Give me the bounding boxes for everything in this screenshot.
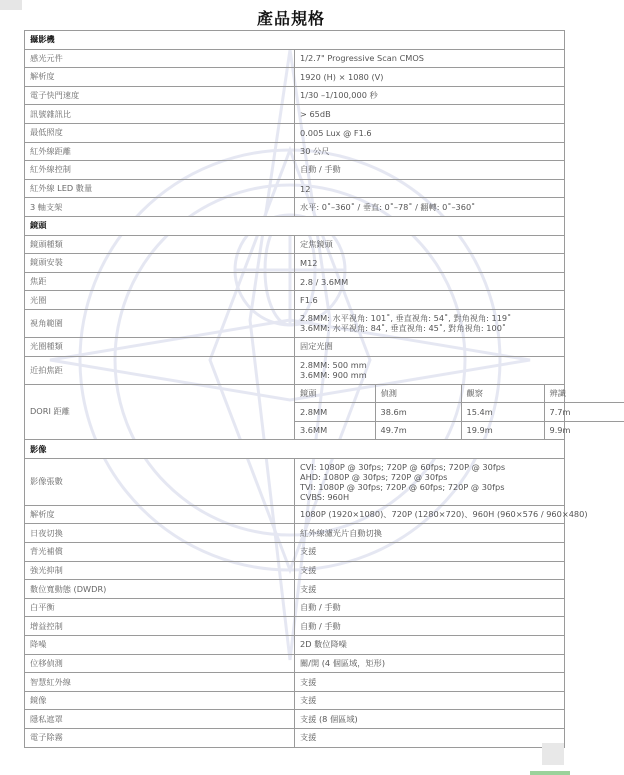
- dori-subtable: [295, 385, 624, 440]
- spec-value-multiline: [295, 356, 565, 384]
- dori-cell: 9.9m: [544, 421, 624, 439]
- spec-value: 關/開 (4 個區域，矩形): [295, 654, 565, 673]
- section-title: 鏡頭: [25, 216, 565, 235]
- spec-label: 視角範圍: [25, 309, 295, 337]
- spec-value: 30 公尺: [295, 142, 565, 161]
- spec-label: 電子除霧: [25, 729, 295, 748]
- dori-cell: 7.7m: [544, 403, 624, 422]
- spec-value: 自動 / 手動: [295, 161, 565, 180]
- spec-value: 2.8 / 3.6MM: [295, 272, 565, 291]
- focus-line: 3.6MM: 900 mm: [300, 370, 367, 380]
- spec-row: [25, 254, 565, 273]
- spec-value-multiline: [295, 458, 565, 505]
- spec-value: 1/30 –1/100,000 秒: [295, 86, 565, 105]
- spec-label: 焦距: [25, 272, 295, 291]
- focus-line: 2.8MM: 500 mm: [300, 360, 367, 370]
- spec-label: 紅外線控制: [25, 161, 295, 180]
- spec-row: [25, 291, 565, 310]
- spec-table: [24, 30, 588, 748]
- dori-header-row: [295, 385, 624, 403]
- spec-label: 電子快門速度: [25, 86, 295, 105]
- spec-row: [25, 337, 565, 356]
- spec-value: 1920 (H) × 1080 (V): [295, 68, 565, 87]
- spec-label: 數位寬動態 (DWDR): [25, 580, 295, 599]
- spec-label: 智慧紅外線: [25, 673, 295, 692]
- spec-label: 位移偵測: [25, 654, 295, 673]
- dori-header-cell: 辨識: [544, 385, 624, 403]
- dori-subtable-cell: [295, 384, 571, 440]
- dori-cell: 19.9m: [461, 421, 544, 439]
- spec-value: 0.005 Lux @ F1.6: [295, 123, 565, 142]
- spec-row: [25, 86, 565, 105]
- spec-row: [25, 198, 565, 217]
- spec-row: [25, 123, 565, 142]
- spec-row: [25, 710, 565, 729]
- dori-cell: 2.8MM: [295, 403, 375, 422]
- spec-value: 支援: [295, 561, 565, 580]
- spec-label: 白平衡: [25, 598, 295, 617]
- spec-value: 1080P (1920×1080)、720P (1280×720)、960H (960×576 / 960×480): [295, 505, 565, 524]
- spec-label: 訊號雜訊比: [25, 105, 295, 124]
- spec-label: 強光抑制: [25, 561, 295, 580]
- spec-row: [25, 49, 565, 68]
- spec-row: [25, 105, 565, 124]
- spec-row-format: [25, 458, 565, 505]
- spec-row-focus: [25, 356, 565, 384]
- spec-label: 日夜切換: [25, 524, 295, 543]
- dori-cell: 38.6m: [375, 403, 461, 422]
- dori-cell: 3.6MM: [300, 425, 328, 436]
- spec-value: 紅外線濾光片自動切換: [295, 524, 565, 543]
- spec-label: 解析度: [25, 505, 295, 524]
- spec-row: [25, 617, 565, 636]
- spec-value: 支援: [295, 729, 565, 748]
- dori-header-cell: 鏡頭: [295, 385, 375, 403]
- spec-label: 鏡頭安裝: [25, 254, 295, 273]
- section-image: [25, 440, 565, 459]
- spec-label: 紅外線距離: [25, 142, 295, 161]
- spec-row-dori: [25, 384, 565, 440]
- fov-line: 2.8MM: 水平視角: 101˚, 垂直視角: 54˚, 對角視角: 119˚: [300, 313, 512, 324]
- spec-value: 支援 (8 個區域): [295, 710, 565, 729]
- spec-value: F1.6: [295, 291, 565, 310]
- format-line: TVI: 1080P @ 30fps; 720P @ 60fps; 720P @ 30fps: [300, 481, 505, 492]
- section-title: 影像: [25, 440, 565, 459]
- spec-value: 支援: [295, 543, 565, 562]
- spec-row: [25, 179, 565, 198]
- spec-row: [25, 654, 565, 673]
- spec-label: 解析度: [25, 68, 295, 87]
- fov-line: 3.6MM: 水平視角: 84˚, 垂直視角: 45˚, 對角視角: 100˚: [300, 323, 506, 334]
- dori-data-row: [295, 421, 624, 439]
- spec-label: 3 軸支架: [25, 198, 295, 217]
- spec-label: 鏡像: [25, 691, 295, 710]
- spec-row: [25, 161, 565, 180]
- spec-label: 光圈種類: [25, 337, 295, 356]
- format-line: CVI: 1080P @ 30fps; 720P @ 60fps; 720P @ 30fps: [300, 461, 506, 472]
- format-line: AHD: 1080P @ 30fps; 720P @ 30fps: [300, 471, 448, 482]
- spec-label: DORI 距離: [25, 384, 295, 440]
- spec-value: 支援: [295, 691, 565, 710]
- spec-label: 增益控制: [25, 617, 295, 636]
- spec-row: [25, 505, 565, 524]
- dori-header-cell: 偵測: [375, 385, 461, 403]
- spec-value: 自動 / 手動: [295, 617, 565, 636]
- spec-label: 感光元件: [25, 49, 295, 68]
- dori-cell: 15.4m: [461, 403, 544, 422]
- spec-row: [25, 543, 565, 562]
- spec-label: 背光補償: [25, 543, 295, 562]
- spec-value: 1/2.7" Progressive Scan CMOS: [295, 49, 565, 68]
- spec-row: [25, 691, 565, 710]
- spec-label: 隱私遮罩: [25, 710, 295, 729]
- spec-value: M12: [295, 254, 565, 273]
- spec-label: 降噪: [25, 636, 295, 655]
- page-title: 產品規格: [256, 9, 325, 28]
- spec-row: [25, 636, 565, 655]
- spec-value-multiline: [295, 309, 565, 337]
- spec-label: 影像張數: [25, 458, 295, 505]
- spec-row: [25, 235, 565, 254]
- spec-value: > 65dB: [295, 105, 565, 124]
- spec-label: 近拍焦距: [25, 356, 295, 384]
- dori-cell: 49.7m: [375, 421, 461, 439]
- spec-value: 自動 / 手動: [295, 598, 565, 617]
- spec-row: [25, 68, 565, 87]
- spec-label: 最低照度: [25, 123, 295, 142]
- spec-label: 紅外線 LED 數量: [25, 179, 295, 198]
- spec-row: [25, 272, 565, 291]
- spec-value: 固定光圈: [295, 337, 565, 356]
- section-title: 攝影機: [25, 31, 565, 50]
- spec-label: 光圈: [25, 291, 295, 310]
- page-corner-mark: [542, 743, 564, 765]
- spec-value: 支援: [295, 580, 565, 599]
- spec-row-fov: [25, 309, 565, 337]
- page-corner-accent: [530, 771, 570, 775]
- dori-header-cell: 觀察: [461, 385, 544, 403]
- spec-row: [25, 729, 565, 748]
- section-lens: [25, 216, 565, 235]
- spec-value: 定焦鏡頭: [295, 235, 565, 254]
- section-camera: [25, 31, 565, 50]
- format-line: CVBS: 960H: [300, 491, 350, 502]
- dori-data-row: [295, 403, 624, 422]
- spec-row: [25, 142, 565, 161]
- spec-value: 12: [295, 179, 565, 198]
- spec-row: [25, 561, 565, 580]
- spec-row: [25, 524, 565, 543]
- spec-label: 鏡頭種類: [25, 235, 295, 254]
- spec-row: [25, 673, 565, 692]
- spec-value: 水平: 0˚–360˚ / 垂直: 0˚–78˚ / 翻轉: 0˚–360˚: [295, 198, 565, 217]
- spec-value: 支援: [295, 673, 565, 692]
- spec-value: 2D 數位降噪: [295, 636, 565, 655]
- spec-row: [25, 580, 565, 599]
- spec-row: [25, 598, 565, 617]
